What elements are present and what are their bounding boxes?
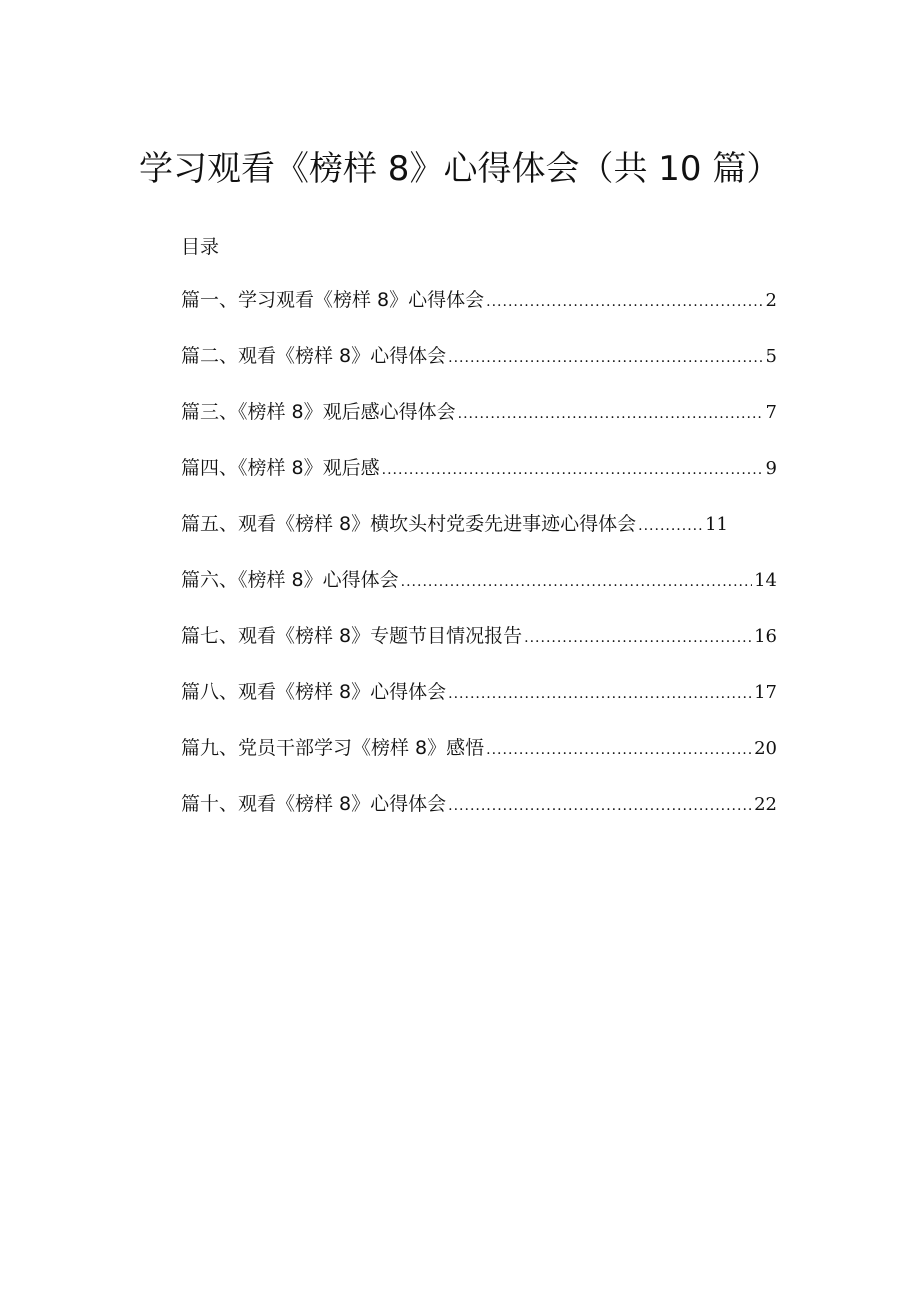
- toc-page-number: 2: [765, 290, 777, 311]
- toc-entry-title: 篇九、党员干部学习《榜样 8》感悟: [181, 737, 485, 759]
- toc-dot-leader: [448, 790, 752, 822]
- toc-entry-title: 篇五、观看《榜样 8》横坎头村党委先进事迹心得体会: [181, 513, 637, 535]
- toc-entry-5[interactable]: [181, 508, 728, 564]
- toc-entry-6[interactable]: [181, 564, 777, 620]
- toc-dot-leader: [524, 622, 752, 654]
- toc-entry-title: 篇四、《榜样 8》观后感: [181, 457, 380, 479]
- toc-page-number: 9: [765, 458, 777, 479]
- table-of-contents: [181, 284, 777, 844]
- toc-page-number: 5: [765, 346, 777, 367]
- toc-page-number: 17: [754, 682, 777, 703]
- toc-entry-7[interactable]: [181, 620, 777, 676]
- toc-dot-leader: [458, 398, 764, 430]
- toc-entry-2[interactable]: [181, 340, 777, 396]
- toc-page-number: 20: [754, 738, 777, 759]
- toc-entry-title: 篇七、观看《榜样 8》专题节目情况报告: [181, 625, 523, 647]
- toc-dot-leader: [486, 734, 752, 766]
- toc-entry-4[interactable]: [181, 452, 777, 508]
- toc-dot-leader: [448, 678, 752, 710]
- toc-dot-leader: [401, 566, 752, 598]
- toc-page-number: 22: [754, 794, 777, 815]
- toc-entry-title: 篇三、《榜样 8》观后感心得体会: [181, 401, 456, 423]
- toc-page-number: 11: [705, 514, 728, 535]
- toc-dot-leader: [638, 510, 703, 542]
- toc-entry-title: 篇十、观看《榜样 8》心得体会: [181, 793, 447, 815]
- toc-page-number: 16: [754, 626, 777, 647]
- toc-entry-3[interactable]: [181, 396, 777, 452]
- toc-entry-8[interactable]: [181, 676, 777, 732]
- toc-entry-title: 篇八、观看《榜样 8》心得体会: [181, 681, 447, 703]
- toc-entry-10[interactable]: [181, 788, 777, 844]
- toc-page-number: 7: [765, 402, 777, 423]
- toc-dot-leader: [382, 454, 764, 486]
- toc-entry-title: 篇六、《榜样 8》心得体会: [181, 569, 399, 591]
- toc-dot-leader: [448, 342, 763, 374]
- toc-entry-9[interactable]: [181, 732, 777, 788]
- toc-entry-title: 篇一、学习观看《榜样 8》心得体会: [181, 289, 485, 311]
- toc-page-number: 14: [754, 570, 777, 591]
- document-title: 学习观看《榜样 8》心得体会（共 10 篇）: [139, 149, 781, 189]
- toc-entry-1[interactable]: [181, 284, 777, 340]
- toc-heading: 目录: [181, 236, 220, 258]
- toc-entry-title: 篇二、观看《榜样 8》心得体会: [181, 345, 447, 367]
- toc-dot-leader: [486, 286, 763, 318]
